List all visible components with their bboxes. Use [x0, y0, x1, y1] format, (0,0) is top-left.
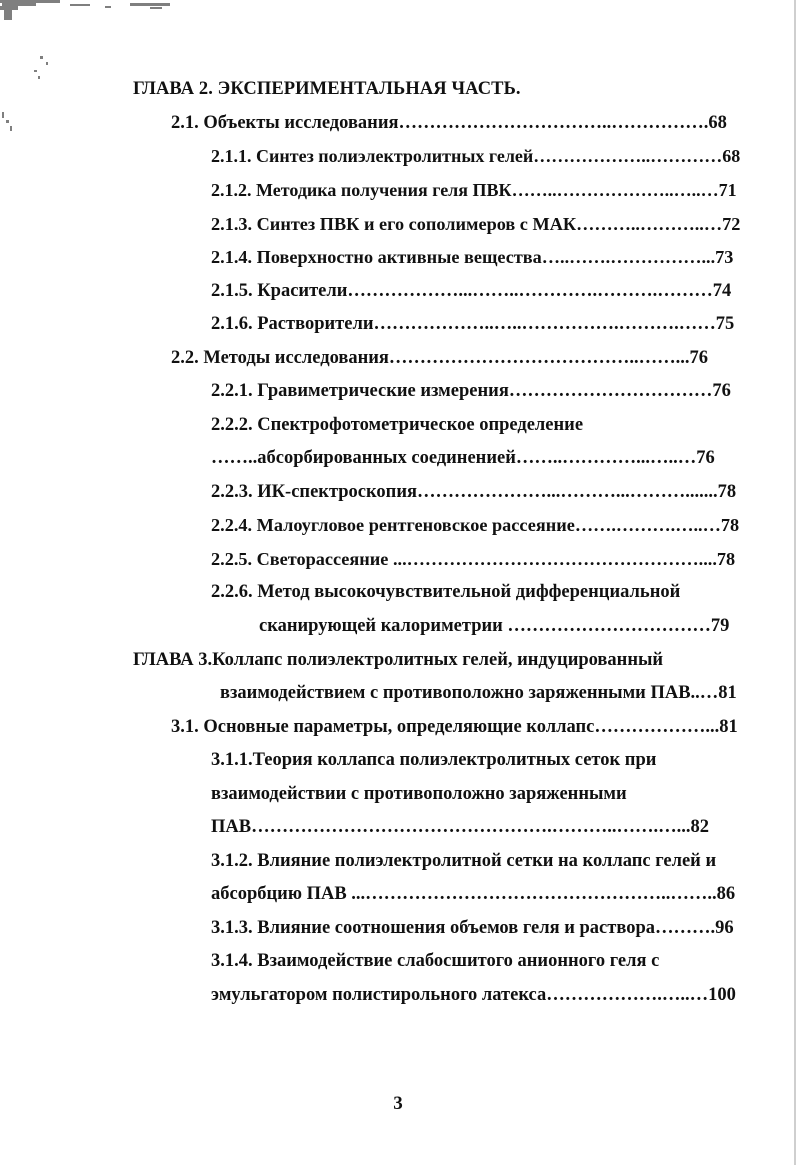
toc-entry-2-1-2: 2.1.2. Методика получения геля ПВК……..………………..…..…71: [211, 180, 737, 200]
toc-chapter3-title: ГЛАВА 3.Коллапс полиэлектролитных гелей, индуцированный: [133, 650, 664, 670]
toc-entry-2-2: 2.2. Методы исследования…………………………………..……...76: [171, 348, 709, 368]
toc-entry-2-1-5: 2.1.5. Красители………………...……..………….……….………74: [211, 281, 732, 301]
toc-entry-3-1-1: 3.1.1.Теория коллапса полиэлектролитных сеток при: [211, 750, 657, 770]
toc-entry-2-2-6: 2.2.6. Метод высокочувствительной дифференциальной: [211, 582, 681, 602]
toc-entry-2-1-6: 2.1.6. Растворители………………..…..…………….……….……75: [211, 314, 735, 334]
toc-entry-2-2-1: 2.2.1. Гравиметрические измерения……………………………76: [211, 381, 731, 401]
toc-entry-3-1: 3.1. Основные параметры, определяющие коллапс………………...81: [171, 717, 738, 737]
toc-entry-3-1-1-cont2: ПАВ………………………………………….………..…….…...82: [211, 817, 709, 837]
toc-entry-2-1: 2.1. Объекты исследования……………………………..…………….68: [171, 113, 727, 133]
toc-entry-2-2-5: 2.2.5. Светорассеяние ...…………………………………………....78: [211, 549, 736, 569]
toc-chapter3-title-cont: взаимодействием с противоположно заряженными ПАВ..…81: [220, 683, 737, 703]
toc-chapter2-title: ГЛАВА 2. ЭКСПЕРИМЕНТАЛЬНАЯ ЧАСТЬ.: [133, 79, 521, 99]
toc-entry-3-1-2-cont: абсорбцию ПАВ ...…………………………………………..……..86: [211, 884, 736, 904]
toc-entry-2-2-2: 2.2.2. Спектрофотометрическое определение: [211, 415, 584, 435]
scan-artifact: [0, 0, 200, 140]
toc-entry-2-2-3: 2.2.3. ИК-спектроскопия…………………...………...……….......78: [211, 482, 737, 502]
toc-entry-3-1-1-cont1: взаимодействии с противоположно заряженными: [211, 784, 627, 804]
toc-entry-2-1-1: 2.1.1. Синтез полиэлектролитных гелей………………..…………68: [211, 146, 741, 166]
toc-entry-2-1-3: 2.1.3. Синтез ПВК и его сополимеров с МАК………..………..…72: [211, 214, 741, 234]
toc-entry-3-1-4: 3.1.4. Взаимодействие слабосшитого анионного геля с: [211, 951, 660, 971]
page-number: 3: [393, 1093, 403, 1114]
toc-entry-3-1-2: 3.1.2. Влияние полиэлектролитной сетки на коллапс гелей и: [211, 851, 717, 871]
toc-entry-2-2-4: 2.2.4. Малоугловое рентгеновское рассеяние…….……….…..…78: [211, 515, 740, 535]
toc-entry-3-1-4-cont: эмульгатором полистирольного латекса……………….…..…100: [211, 985, 736, 1005]
toc-entry-2-2-6-cont: сканирующей калориметрии ……………………………79: [259, 616, 730, 636]
toc-entry-2-1-4: 2.1.4. Поверхностно активные вещества…..…….……………...73: [211, 247, 734, 267]
toc-entry-3-1-3: 3.1.3. Влияние соотношения объемов геля и раствора……….96: [211, 918, 734, 938]
toc-entry-2-2-2-cont: ……..абсорбированных соединенией……..…………...…..…76: [211, 448, 715, 468]
